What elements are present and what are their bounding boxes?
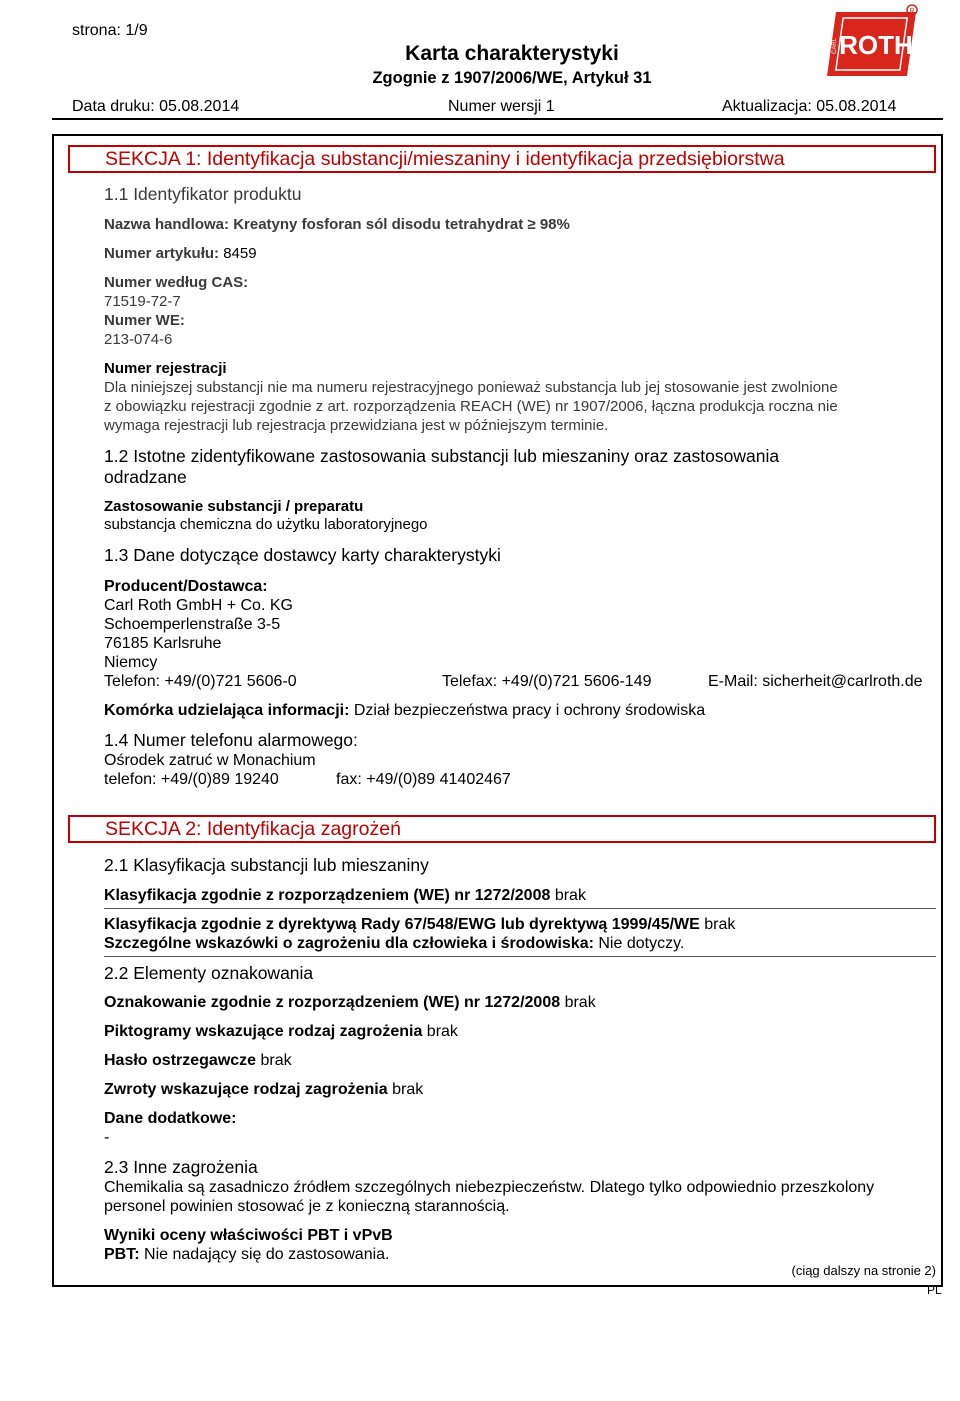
emergency-center: Ośrodek zatruć w Monachium	[104, 752, 316, 769]
carl-roth-logo	[822, 2, 920, 80]
signal-word-row	[104, 1051, 292, 1070]
emergency-phone: telefon: +49/(0)89 19240	[104, 771, 279, 788]
pictograms-row	[104, 1022, 458, 1041]
company-city: 76185 Karlsruhe	[104, 635, 222, 652]
clp-classification-row	[104, 886, 586, 905]
registration-text-1: Dla niniejszej substancji nie ma numeru rejestracyjnego ponieważ substancja lub jej stosowanie jest zwolnione	[104, 379, 838, 396]
special-hazard-label: Szczególne wskazówki o zagrożeniu dla człowieka i środowiska:	[104, 935, 594, 952]
pbt-heading: Wyniki oceny właściwości PBT i vPvB	[104, 1227, 393, 1244]
clp-classification-value: brak	[554, 887, 586, 904]
other-hazards-text-2: personel powinien stosować je z konieczną starannością.	[104, 1198, 510, 1215]
version-number: Numer wersji 1	[448, 98, 555, 115]
label-clp-label: Oznakowanie zgodnie z rozporządzeniem (WE) nr 1272/2008	[104, 994, 561, 1011]
s1-3-heading: 1.3 Dane dotyczące dostawcy karty charakterystyki	[104, 545, 501, 565]
clp-classification-label: Klasyfikacja zgodnie z rozporządzeniem (WE) nr 1272/2008	[104, 887, 551, 904]
divider	[104, 956, 936, 957]
trade-name-value: Kreatyny fosforan sól disodu tetrahydrat ≥ 98%	[233, 216, 570, 233]
directive-classification-row	[104, 915, 735, 934]
section-2-heading: SEKCJA 2: Identyfikacja zagrożeń	[68, 815, 936, 843]
label-clp-row	[104, 993, 596, 1012]
article-row	[104, 245, 257, 263]
svg-text:R: R	[909, 8, 915, 15]
pbt-label: PBT:	[104, 1246, 140, 1263]
pictograms-label: Piktogramy wskazujące rodzaj zagrożenia	[104, 1023, 423, 1040]
company-street: Schoemperlenstraße 3-5	[104, 616, 281, 633]
print-date: Data druku: 05.08.2014	[72, 98, 240, 115]
producer-label: Producent/Dostawca:	[104, 578, 268, 595]
trade-name-row	[104, 216, 570, 234]
cas-value: 71519-72-7	[104, 293, 181, 310]
s1-2-heading-line-1: 1.2 Istotne zidentyfikowane zastosowania substancji lub mieszaniny oraz zastosowania	[104, 446, 780, 466]
article-label: Numer artykułu:	[104, 245, 220, 262]
additional-data-value: -	[104, 1129, 110, 1146]
info-value: Dział bezpieczeństwa pracy i ochrony środowiska	[353, 702, 706, 719]
s1-4-heading: 1.4 Numer telefonu alarmowego:	[104, 730, 358, 750]
document-subtitle: Zgognie z 1907/2006/WE, Artykuł 31	[372, 69, 652, 87]
we-value: 213-074-6	[104, 331, 173, 348]
info-label: Komórka udzielająca informacji:	[104, 702, 350, 719]
document-title: Karta charakterystyki	[405, 42, 619, 65]
info-row	[104, 701, 705, 720]
additional-data-label: Dane dodatkowe:	[104, 1110, 237, 1127]
company-phone: Telefon: +49/(0)721 5606-0	[104, 673, 297, 690]
registration-text-3: wymaga rejestracji lub rejestracja przewidziana jest w późniejszym terminie.	[104, 417, 609, 434]
company-country: Niemcy	[104, 654, 158, 671]
signal-word-label: Hasło ostrzegawcze	[104, 1052, 257, 1069]
registration-text-2: z obowiązku rejestracji zgodnie z art. rozporządzenia REACH (WE) nr 1907/2006, łączna produkcja roczna nie	[104, 398, 838, 415]
header-divider	[52, 118, 943, 120]
directive-classification-label: Klasyfikacja zgodnie z dyrektywą Rady 67/548/EWG lub dyrektywą 1999/45/WE	[104, 916, 700, 933]
pictograms-value: brak	[426, 1023, 458, 1040]
language-code: PL	[927, 1283, 942, 1297]
company-fax: Telefax: +49/(0)721 5606-149	[442, 673, 652, 690]
use-value: substancja chemiczna do użytku laboratoryjnego	[104, 516, 428, 533]
hazard-statements-label: Zwroty wskazujące rodzaj zagrożenia	[104, 1081, 388, 1098]
trade-name-label: Nazwa handlowa:	[104, 216, 230, 233]
svg-text:CARL: CARL	[832, 37, 838, 54]
we-label: Numer WE:	[104, 312, 185, 329]
use-label: Zastosowanie substancji / preparatu	[104, 498, 364, 515]
article-value: 8459	[223, 245, 257, 262]
s1-2-heading-line-2: odradzane	[104, 467, 187, 487]
special-hazard-row	[104, 934, 684, 953]
company-name: Carl Roth GmbH + Co. KG	[104, 597, 293, 614]
section-1-heading: SEKCJA 1: Identyfikacja substancji/mieszaniny i identyfikacja przedsiębiorstwa	[68, 145, 936, 173]
cas-label: Numer według CAS:	[104, 274, 249, 291]
continued-note: (ciąg dalszy na stronie 2)	[791, 1263, 936, 1278]
signal-word-value: brak	[260, 1052, 292, 1069]
pbt-value: Nie nadający się do zastosowania.	[144, 1246, 390, 1263]
s2-1-heading: 2.1 Klasyfikacja substancji lub mieszaniny	[104, 855, 429, 875]
page-number: strona: 1/9	[72, 22, 148, 39]
pbt-row	[104, 1245, 390, 1264]
emergency-fax: fax: +49/(0)89 41402467	[336, 771, 511, 788]
directive-classification-value: brak	[704, 916, 736, 933]
label-clp-value: brak	[564, 994, 596, 1011]
divider	[104, 908, 936, 909]
hazard-statements-value: brak	[392, 1081, 424, 1098]
company-email[interactable]: E-Mail: sicherheit@carlroth.de	[708, 673, 923, 690]
s2-3-heading: 2.3 Inne zagrożenia	[104, 1157, 258, 1177]
svg-text:ROTH: ROTH	[839, 30, 913, 60]
other-hazards-text-1: Chemikalia są zasadniczo źródłem szczególnych niebezpieczeństw. Dlatego tylko odpowiednio przeszkolony	[104, 1179, 875, 1196]
s2-2-heading: 2.2 Elementy oznakowania	[104, 963, 314, 983]
special-hazard-value: Nie dotyczy.	[598, 935, 685, 952]
registration-label: Numer rejestracji	[104, 360, 227, 377]
update-date: Aktualizacja: 05.08.2014	[722, 98, 897, 115]
s1-1-heading: 1.1 Identyfikator produktu	[104, 184, 302, 204]
hazard-statements-row	[104, 1080, 423, 1099]
